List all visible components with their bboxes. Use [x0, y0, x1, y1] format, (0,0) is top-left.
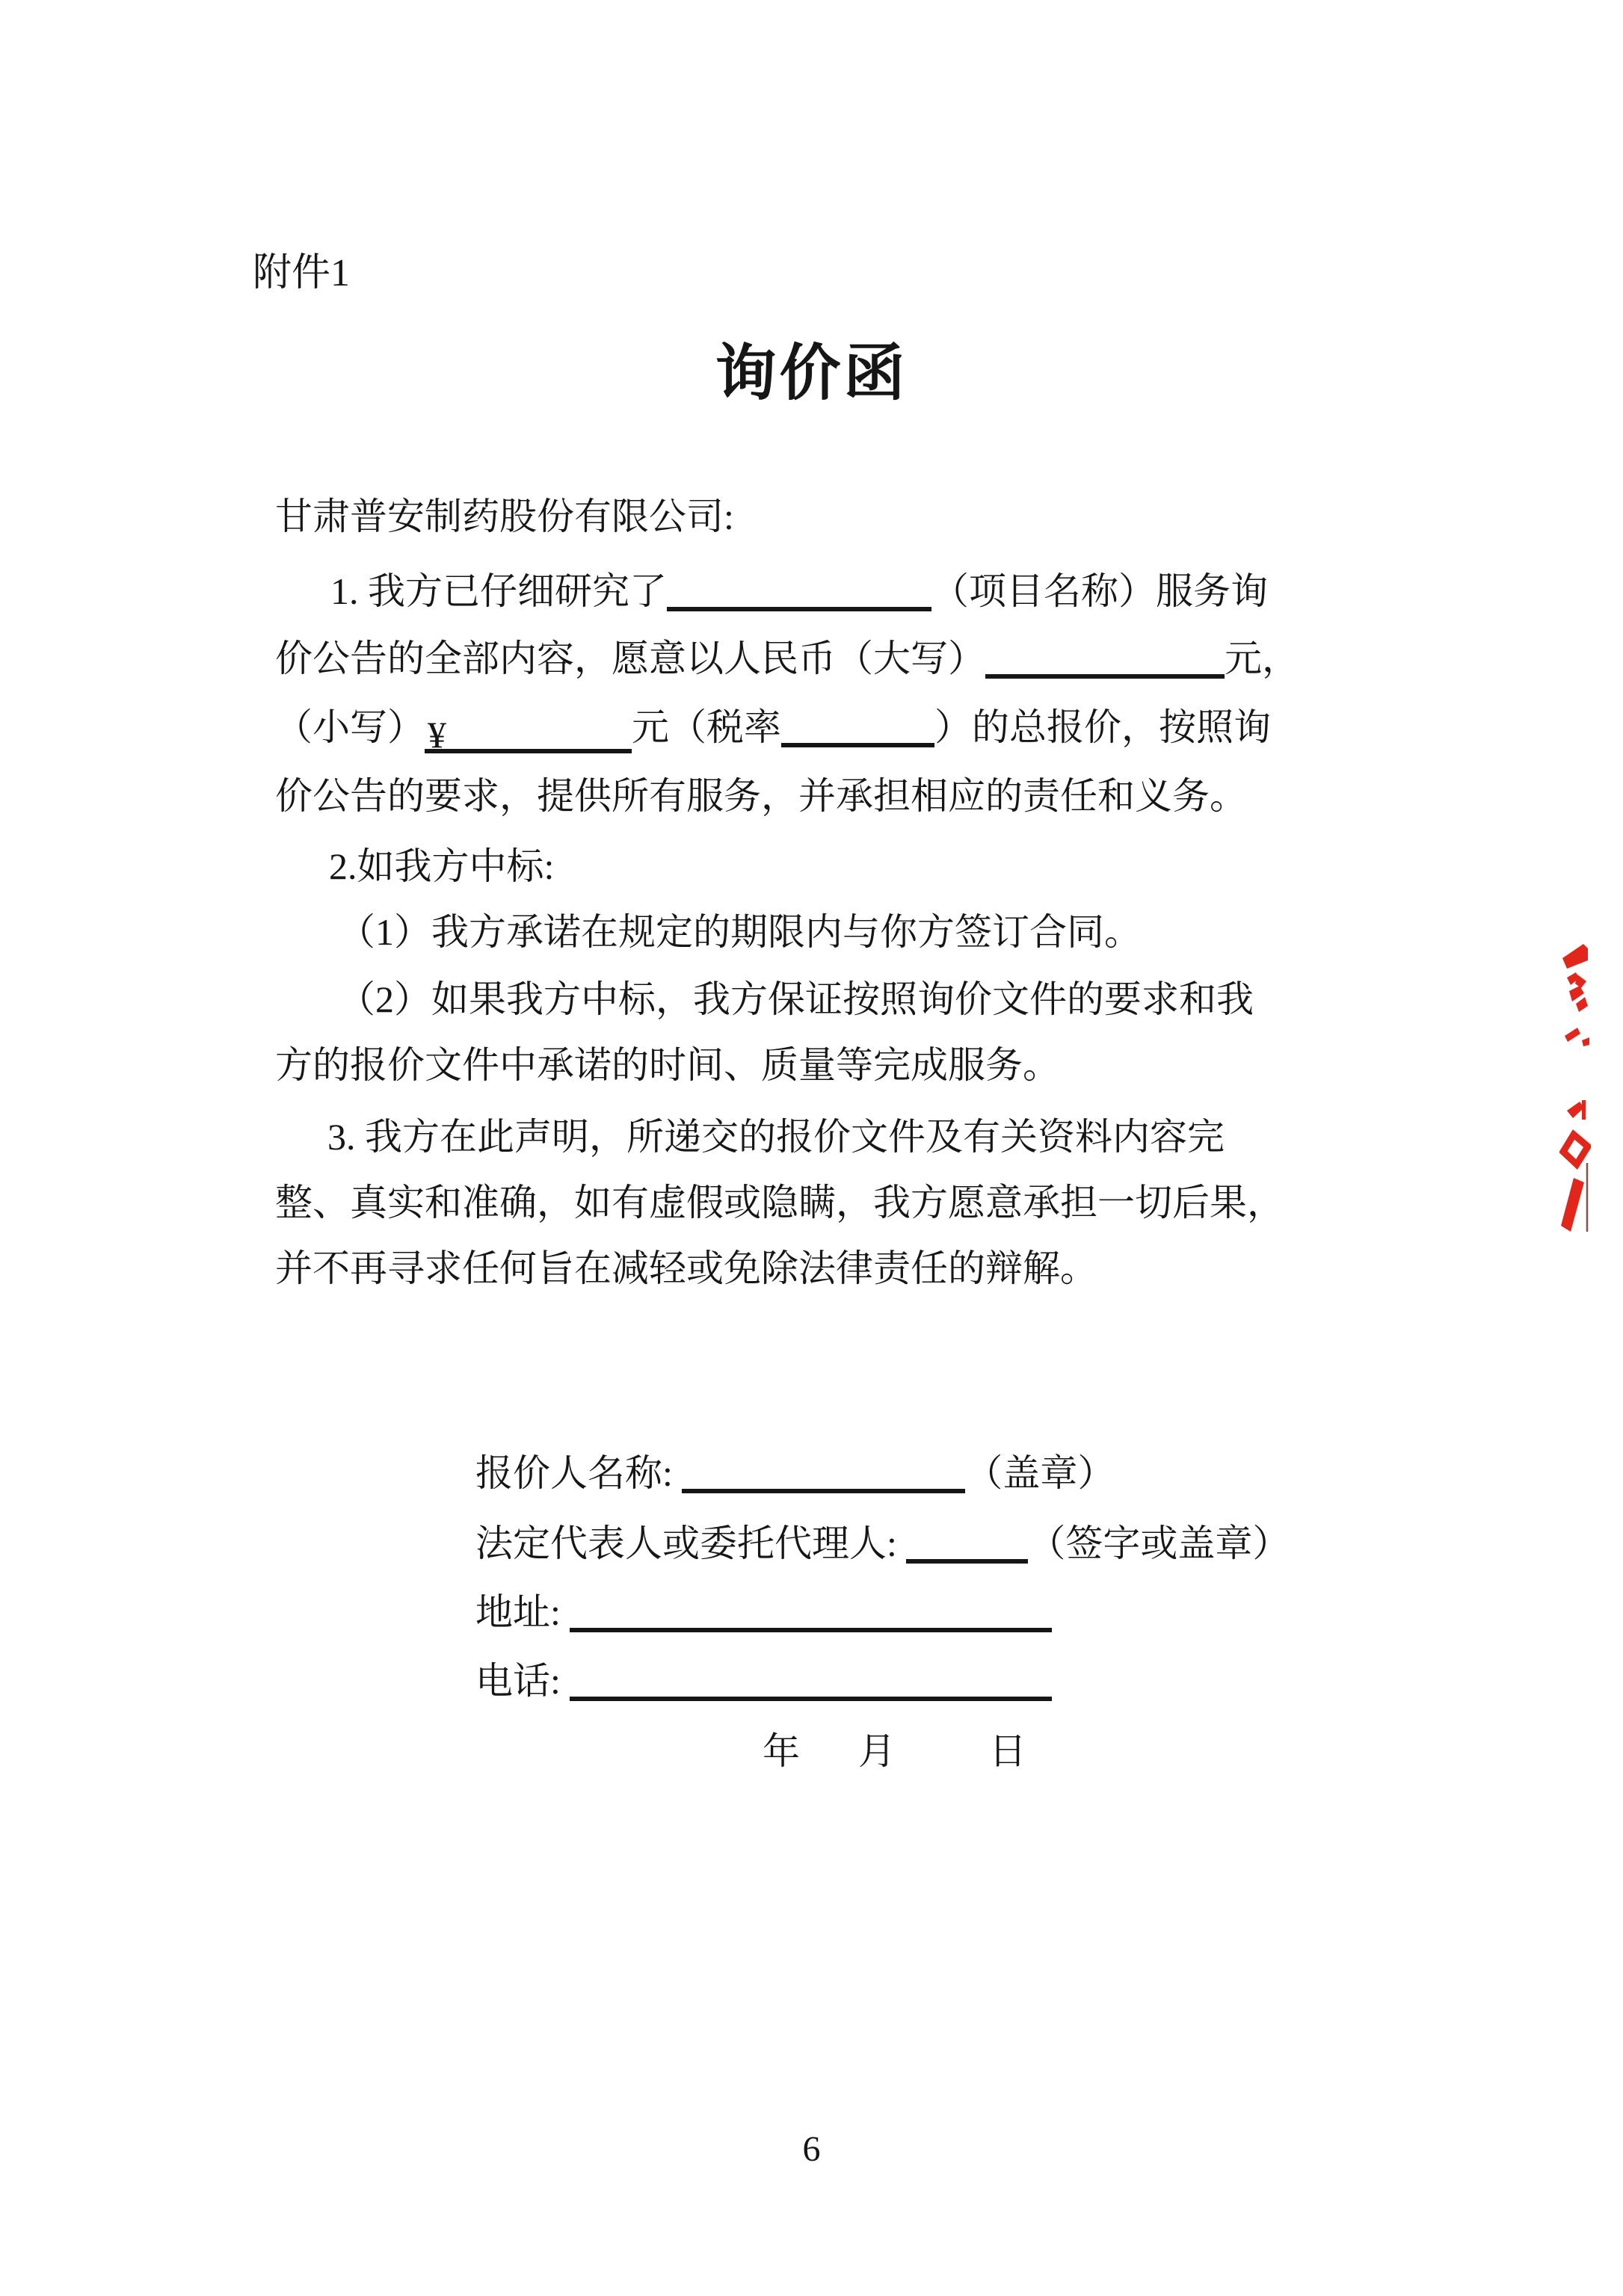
- page-number: 6: [802, 2129, 821, 2169]
- para1-line1-text-b: （项目名称）服务询: [931, 570, 1268, 612]
- page-title: 询价函: [715, 339, 908, 407]
- red-seal-fragment-bottom: [1559, 1097, 1591, 1233]
- date-day-label: 日: [989, 1730, 1026, 1772]
- para3-line3: 并不再寻求任何旨在减轻或免除法律责任的辩解。: [275, 1247, 1097, 1289]
- para1-line2-text-a: 价公告的全部内容，愿意以人民币（大写）: [275, 638, 985, 679]
- blank-address: [570, 1592, 1052, 1632]
- blank-tax-rate: [781, 707, 934, 747]
- representative-label: 法定代表人或委托代理人:: [475, 1522, 897, 1564]
- representative-sign-note: （签字或盖章）: [1028, 1522, 1290, 1564]
- attachment-label: 附件1: [253, 252, 351, 294]
- yen-symbol: ¥: [428, 714, 446, 756]
- bidder-seal-note: （盖章）: [965, 1452, 1115, 1494]
- phone-label: 电话:: [475, 1660, 561, 1702]
- para2-item2-line2: 方的报价文件中承诺的时间、质量等完成服务。: [275, 1044, 1060, 1086]
- blank-representative: [906, 1523, 1028, 1564]
- red-seal-fragment-top: [1559, 940, 1591, 1049]
- para2-item2-line1: （2）如果我方中标，我方保证按照询价文件的要求和我: [338, 978, 1254, 1020]
- address-label: 地址:: [475, 1591, 561, 1633]
- para2-heading: 2.如我方中标:: [329, 845, 555, 887]
- para1-line2: [275, 637, 1299, 680]
- bidder-name-label: 报价人名称:: [475, 1452, 673, 1494]
- blank-project-name: [667, 571, 931, 611]
- blank-bidder-name: [682, 1453, 965, 1493]
- para1-line2-text-b: 元，: [1225, 638, 1299, 679]
- date-line: [763, 1729, 1026, 1773]
- blank-amount-words: [985, 638, 1225, 679]
- para3-line2: 整、真实和准确，如有虚假或隐瞒，我方愿意承担一切后果，: [275, 1182, 1284, 1223]
- date-month-label: 月: [858, 1730, 896, 1772]
- para1-line3-text-b: 元（税率: [632, 706, 781, 748]
- signature-bidder-line: [475, 1451, 1115, 1495]
- signature-phone-line: [475, 1659, 1052, 1703]
- para2-item1: （1）我方承诺在规定的期限内与你方签订合同。: [338, 911, 1142, 953]
- para1-line1: [330, 570, 1268, 613]
- para1-line3: [275, 706, 1271, 756]
- blank-phone: [570, 1661, 1052, 1701]
- blank-amount-figures: [425, 713, 632, 756]
- para1-line3-text-c: ）的总报价，按照询: [934, 706, 1271, 748]
- date-year-label: 年: [763, 1730, 800, 1772]
- para1-line3-text-a: （小写）: [275, 706, 425, 748]
- para1-line1-text-a: 1. 我方已仔细研究了: [330, 570, 667, 612]
- signature-address-line: [475, 1590, 1052, 1634]
- salutation: 甘肃普安制药股份有限公司:: [275, 496, 734, 537]
- para1-line4: 价公告的要求，提供所有服务，并承担相应的责任和义务。: [275, 775, 1247, 817]
- signature-representative-line: [475, 1522, 1290, 1565]
- para3-line1: 3. 我方在此声明，所递交的报价文件及有关资料内容完: [327, 1116, 1225, 1158]
